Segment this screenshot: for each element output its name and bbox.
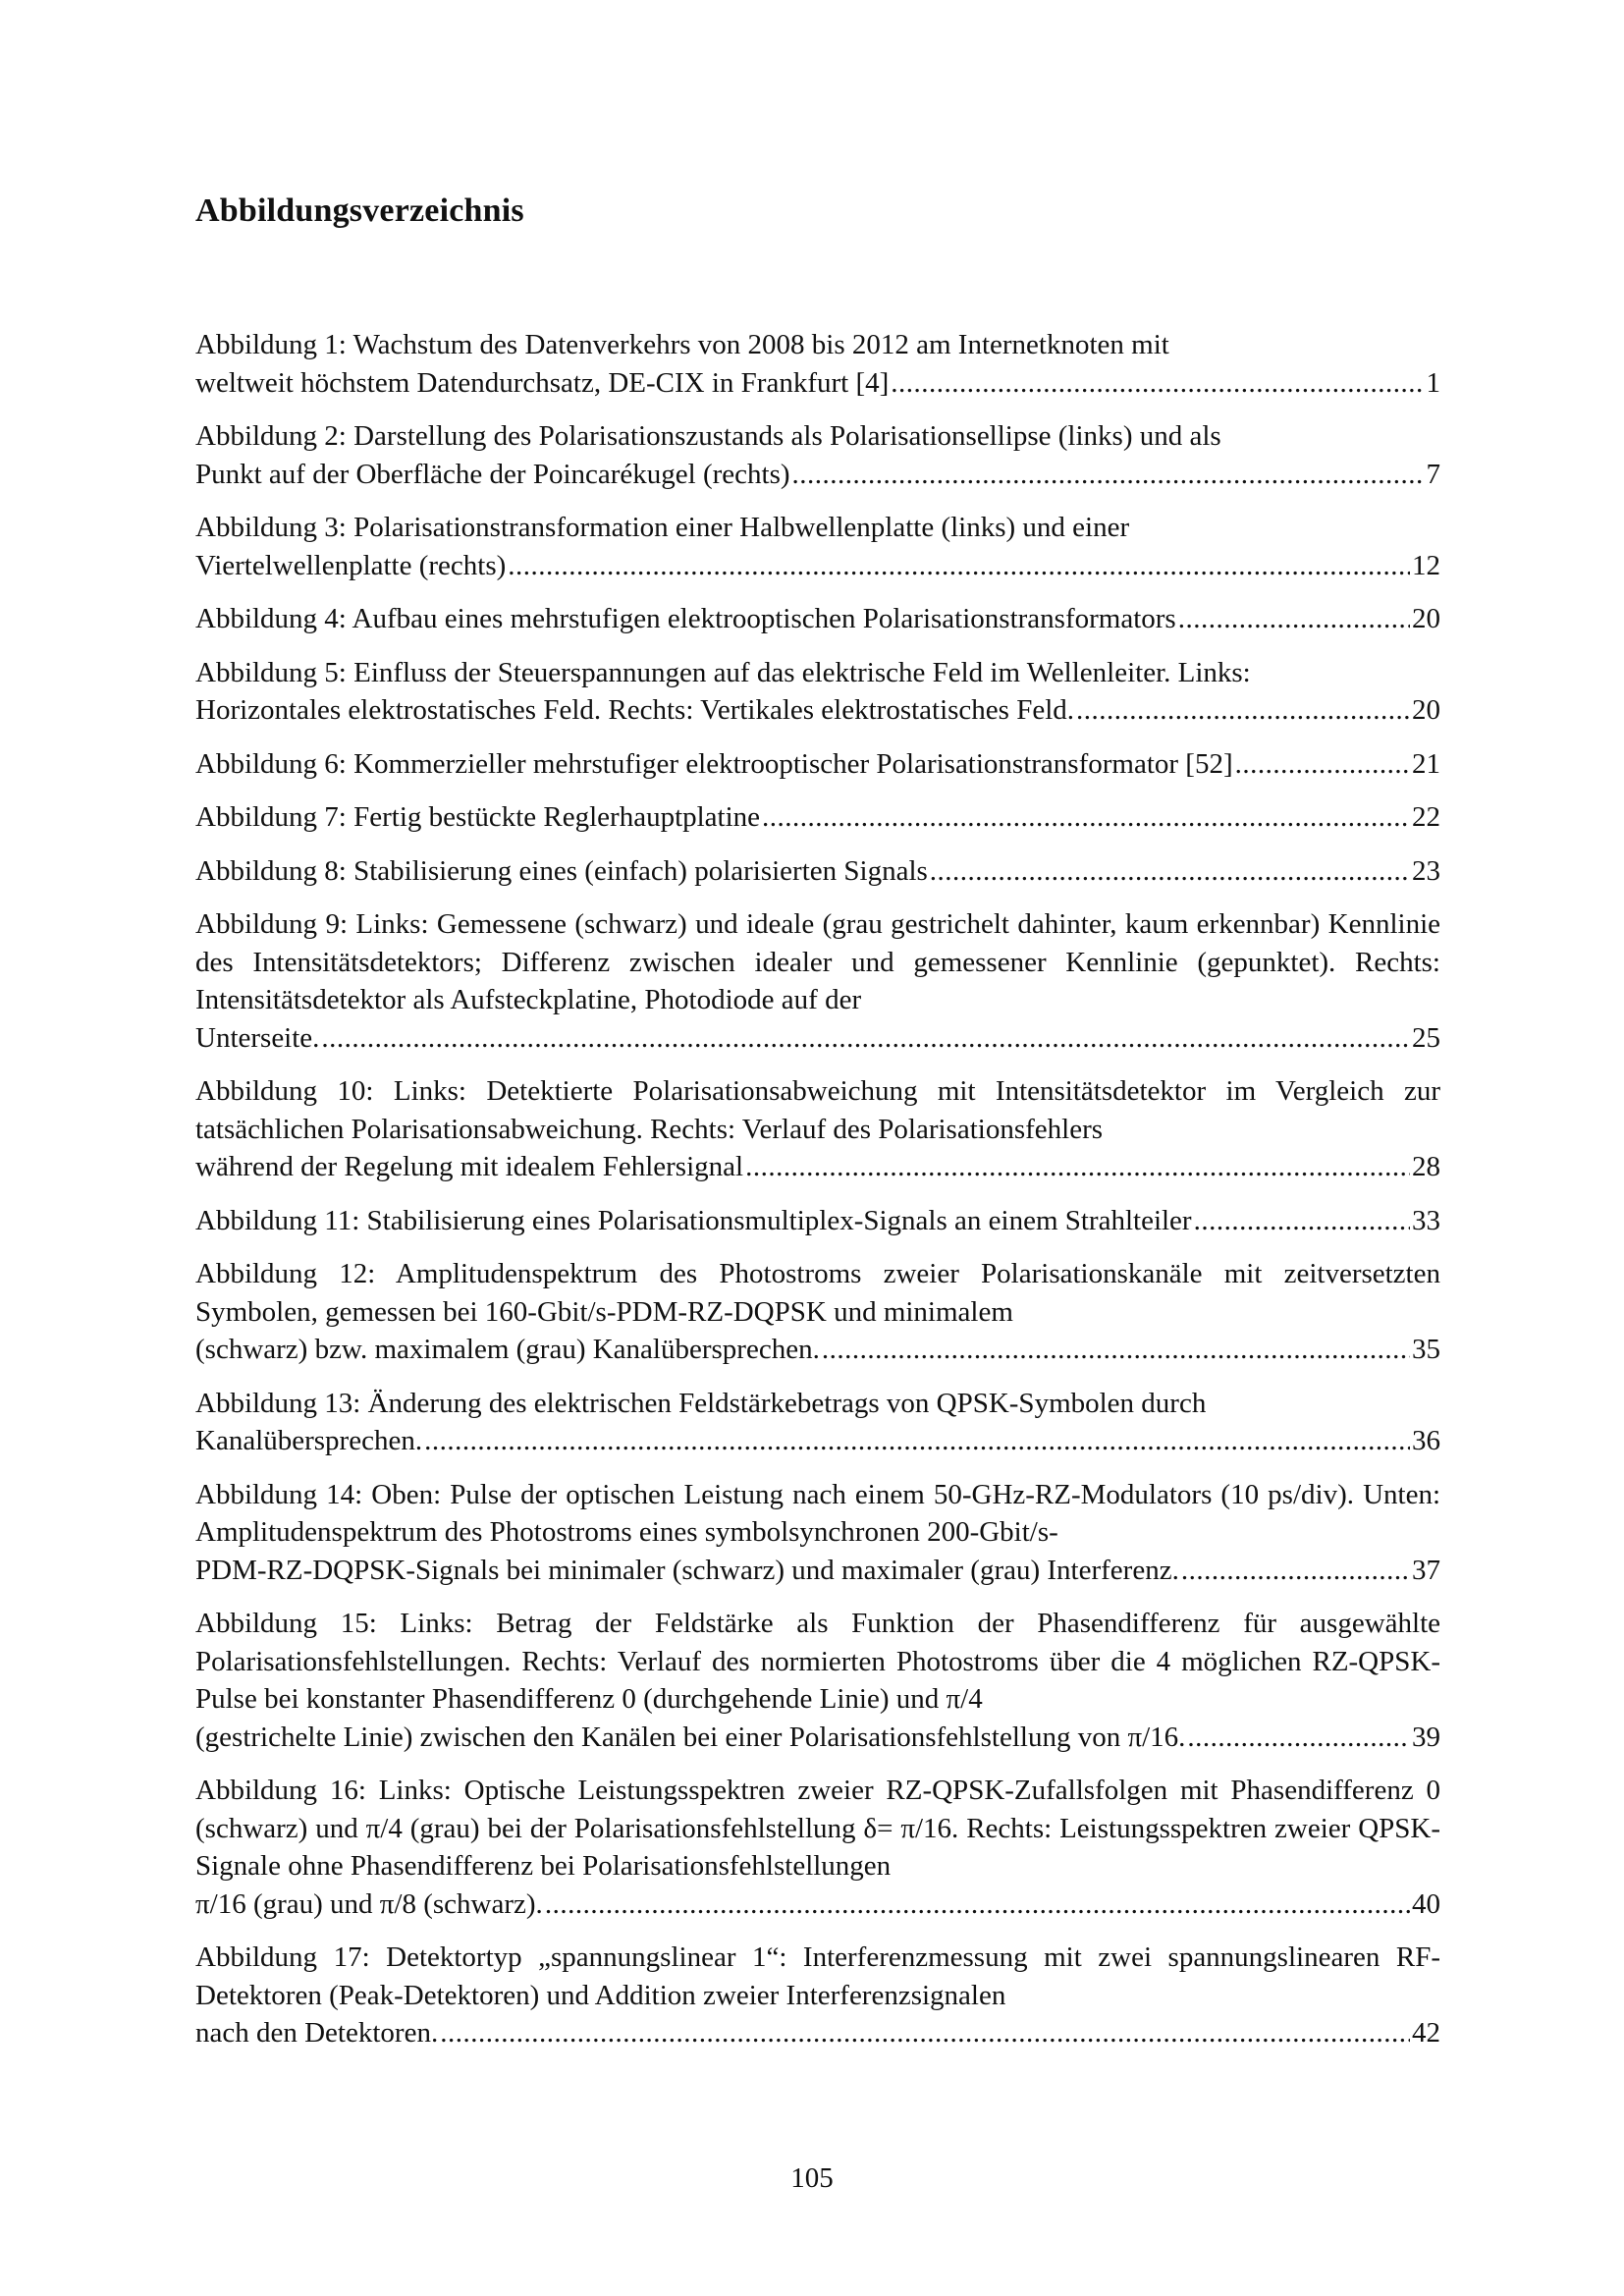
figure-entry-last-line xyxy=(195,456,1440,494)
figure-entry[interactable] xyxy=(195,600,1440,638)
figure-entry-caption-end: Abbildung 6: Kommerzieller mehrstufiger elektrooptischer Polarisationstransformator [52] xyxy=(195,747,1233,780)
figure-entry-caption-end: Horizontales elektrostatisches Feld. Rechts: Vertikales elektrostatisches Feld. xyxy=(195,694,1075,726)
figure-page-reference[interactable]: 23 xyxy=(1412,854,1440,887)
figure-entry-last-line xyxy=(195,745,1440,784)
dot-leader xyxy=(440,2014,1410,2052)
figure-entry-text: Abbildung 16: Links: Optische Leistungsspektren zweier RZ-QPSK-Zufallsfolgen mit Phasendifferenz 0 (schwarz) und π/4 (grau) bei der Polarisationsfehlstellung δ= π/16. Rechts: Leistungsspektren zweier QPSK-Signale ohne Phasendifferenz bei Polarisationsfehlstellungen xyxy=(195,1775,1440,1882)
figure-entry-caption-end: Abbildung 11: Stabilisierung eines Polarisationsmultiplex-Signals an einem Strahlteiler xyxy=(195,1204,1192,1236)
figure-entry-last-line xyxy=(195,1202,1440,1240)
dot-leader xyxy=(1181,1552,1410,1590)
figure-page-reference[interactable]: 25 xyxy=(1412,1021,1440,1054)
figure-entry[interactable] xyxy=(195,1939,1440,2052)
figure-entry-last-line xyxy=(195,1422,1440,1460)
figure-page-reference[interactable]: 21 xyxy=(1412,747,1440,780)
figure-entry-caption-end: Unterseite. xyxy=(195,1021,320,1054)
dot-leader xyxy=(762,798,1410,837)
figure-page-reference[interactable]: 35 xyxy=(1412,1334,1440,1365)
dot-leader xyxy=(508,547,1410,585)
figure-entry-last-line xyxy=(195,1148,1440,1186)
figure-entry-text: Abbildung 5: Einfluss der Steuerspannungen auf das elektrische Feld im Wellenleiter. Links: xyxy=(195,656,1251,688)
figure-entry-caption-end: Abbildung 8: Stabilisierung eines (einfach) polarisierten Signals xyxy=(195,854,928,887)
figure-entry-caption-end: weltweit höchstem Datendurchsatz, DE-CIX in Frankfurt [4] xyxy=(195,366,890,399)
figure-entry[interactable] xyxy=(195,852,1440,891)
figure-entry-last-line xyxy=(195,1886,1440,1924)
dot-leader xyxy=(321,1019,1410,1058)
figure-page-reference[interactable]: 36 xyxy=(1412,1425,1440,1456)
figure-entry-caption-end: π/16 (grau) und π/8 (schwarz). xyxy=(195,1887,543,1920)
page-number: 105 xyxy=(790,2162,834,2194)
figure-page-reference[interactable]: 33 xyxy=(1412,1204,1440,1236)
figure-entry-text: Abbildung 1: Wachstum des Datenverkehrs von 2008 bis 2012 am Internetknoten mit xyxy=(195,329,1169,360)
figure-entry[interactable] xyxy=(195,798,1440,837)
figure-entry[interactable] xyxy=(195,326,1440,402)
figure-page-reference[interactable]: 20 xyxy=(1412,603,1440,634)
figure-entry[interactable] xyxy=(195,1202,1440,1240)
figure-entry-caption-end: PDM-RZ-DQPSK-Signals bei minimaler (schwarz) und maximaler (grau) Interferenz. xyxy=(195,1554,1179,1586)
dot-leader xyxy=(1235,745,1410,784)
figure-entry[interactable] xyxy=(195,417,1440,493)
figure-page-reference[interactable]: 12 xyxy=(1412,549,1440,581)
figure-entry-caption-end: während der Regelung mit idealem Fehlersignal xyxy=(195,1151,744,1182)
figure-entry-text: Abbildung 15: Links: Betrag der Feldstärke als Funktion der Phasendifferenz für ausgewählte Polarisationsfehlstellungen. Rechts: Verlauf des normierten Photostroms über die 4 möglichen RZ-QPSK-Pulse bei konstanter Phasendifferenz 0 (durchgehende Linie) und π/4 xyxy=(195,1608,1440,1715)
figure-entry[interactable] xyxy=(195,1385,1440,1460)
figure-entry-caption-end: Kanalübersprechen. xyxy=(195,1425,423,1456)
figure-entry-last-line xyxy=(195,1331,1440,1369)
dot-leader xyxy=(1178,600,1410,638)
figure-entry-last-line xyxy=(195,852,1440,891)
figure-entry-last-line xyxy=(195,1719,1440,1757)
figure-entry-text: Abbildung 9: Links: Gemessene (schwarz) und ideale (grau gestrichelt dahinter, kaum erkennbar) Kennlinie des Intensitätsdetektors; Differenz zwischen idealer und gemessener Kennlinie (gepunktet). Rechts: Intensitätsdetektor als Aufsteckplatine, Photodiode auf der xyxy=(195,908,1440,1015)
figure-page-reference[interactable]: 28 xyxy=(1412,1151,1440,1182)
figure-page-reference[interactable]: 39 xyxy=(1412,1721,1440,1753)
figure-entry-caption-end: (gestrichelte Linie) zwischen den Kanälen bei einer Polarisationsfehlstellung von π/16. xyxy=(195,1721,1186,1753)
figure-entry-last-line xyxy=(195,547,1440,585)
figure-entry-last-line xyxy=(195,364,1440,403)
dot-leader xyxy=(792,456,1425,494)
figure-entry[interactable] xyxy=(195,654,1440,730)
dot-leader xyxy=(1194,1202,1410,1240)
page-heading: Abbildungsverzeichnis xyxy=(195,192,524,229)
figure-entry-text: Abbildung 3: Polarisationstransformation einer Halbwellenplatte (links) und einer xyxy=(195,512,1130,543)
figure-entry[interactable] xyxy=(195,1476,1440,1590)
figure-entry-last-line xyxy=(195,691,1440,730)
figure-entry[interactable] xyxy=(195,1772,1440,1923)
dot-leader xyxy=(1187,1719,1410,1757)
dot-leader xyxy=(1076,691,1410,730)
figure-entry-text: Abbildung 12: Amplitudenspektrum des Photostroms zweier Polarisationskanäle mit zeitversetzten Symbolen, gemessen bei 160-Gbit/s-PDM-RZ-DQPSK und minimalem xyxy=(195,1258,1440,1328)
figure-entry-caption-end: Punkt auf der Oberfläche der Poincarékugel (rechts) xyxy=(195,458,790,490)
figure-page-reference[interactable]: 22 xyxy=(1412,801,1440,833)
figure-entry[interactable] xyxy=(195,1255,1440,1369)
figure-entry-text: Abbildung 10: Links: Detektierte Polarisationsabweichung mit Intensitätsdetektor im Vergleich zur tatsächlichen Polarisationsabweichung. Rechts: Verlauf des Polarisationsfehlers xyxy=(195,1075,1440,1145)
figure-entry-last-line xyxy=(195,2014,1440,2052)
figure-entry-last-line xyxy=(195,1552,1440,1590)
dot-leader xyxy=(545,1886,1410,1924)
figure-entry[interactable] xyxy=(195,1605,1440,1756)
figure-entry-caption-end: (schwarz) bzw. maximalem (grau) Kanalübersprechen. xyxy=(195,1334,820,1365)
figure-entry-text: Abbildung 17: Detektortyp „spannungslinear 1“: Interferenzmessung mit zwei spannungslinearen RF-Detektoren (Peak-Detektoren) und Addition zweier Interferenzsignalen xyxy=(195,1941,1440,2011)
figure-entry[interactable] xyxy=(195,745,1440,784)
figure-page-reference[interactable]: 20 xyxy=(1412,694,1440,726)
dot-leader xyxy=(822,1331,1410,1369)
figure-entry-caption-end: Abbildung 4: Aufbau eines mehrstufigen elektrooptischen Polarisationstransformators xyxy=(195,603,1176,634)
figure-entry[interactable] xyxy=(195,1072,1440,1186)
figure-list xyxy=(195,326,1440,2068)
figure-entry-last-line xyxy=(195,1019,1440,1058)
figure-entry-text: Abbildung 14: Oben: Pulse der optischen Leistung nach einem 50-GHz-RZ-Modulators (10 ps/div). Unten: Amplitudenspektrum des Photostroms eines symbolsynchronen 200-Gbit/s- xyxy=(195,1478,1440,1548)
figure-page-reference[interactable]: 40 xyxy=(1412,1887,1440,1920)
figure-entry-text: Abbildung 2: Darstellung des Polarisationszustands als Polarisationsellipse (links) und als xyxy=(195,420,1221,452)
figure-entry[interactable] xyxy=(195,905,1440,1057)
dot-leader xyxy=(891,364,1424,403)
dot-leader xyxy=(745,1148,1410,1186)
figure-entry[interactable] xyxy=(195,509,1440,584)
figure-entry-caption-end: Abbildung 7: Fertig bestückte Reglerhauptplatine xyxy=(195,801,761,833)
figure-entry-last-line xyxy=(195,798,1440,837)
figure-entry-caption-end: Viertelwellenplatte (rechts) xyxy=(195,549,507,581)
dot-leader xyxy=(930,852,1410,891)
figure-page-reference[interactable]: 1 xyxy=(1426,366,1440,399)
figure-entry-caption-end: nach den Detektoren. xyxy=(195,2017,439,2049)
figure-entry-last-line xyxy=(195,600,1440,638)
figure-page-reference[interactable]: 42 xyxy=(1412,2017,1440,2049)
figure-page-reference[interactable]: 37 xyxy=(1412,1554,1440,1586)
dot-leader xyxy=(424,1422,1410,1460)
figure-entry-text: Abbildung 13: Änderung des elektrischen Feldstärkebetrags von QPSK-Symbolen durch xyxy=(195,1387,1207,1419)
figure-page-reference[interactable]: 7 xyxy=(1426,458,1440,490)
